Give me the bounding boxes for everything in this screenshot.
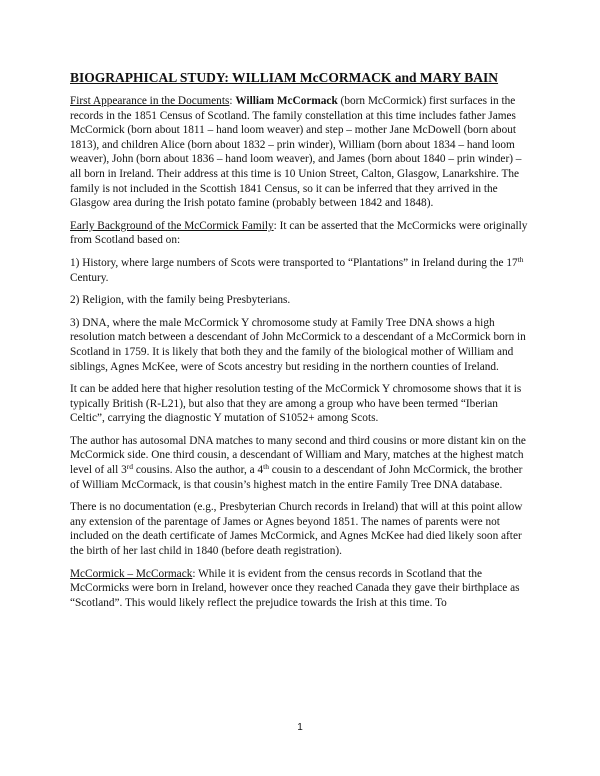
paragraph-y-chromosome: It can be added here that higher resolution testing of the McCormick Y chromosome shows that it is typically British (R-L21), but also that they are among a group who have been termed “Iberian Celtic”, carrying the diagnostic Y mutation of S1052+ among Scots. (70, 383, 522, 425)
paragraph-text: 1) History, where large numbers of Scots were transported to “Plantations” in Ireland during the 17 (70, 256, 518, 269)
paragraph-mccormick-mccormack (70, 567, 532, 611)
document-title: BIOGRAPHICAL STUDY: WILLIAM McCORMACK and MARY BAIN (70, 70, 499, 85)
paragraph-early-background (70, 219, 532, 248)
section-heading-first-appearance: First Appearance in the Documents (70, 95, 230, 107)
paragraph-text: (born McCormick) first surfaces in the records in the 1851 Census of Scotland. The family constellation at this time includes father James McCormick (born about 1811 – hand loom weaver) and step – mother Jane McDowell (born about 1813), and children Alice (born about 1832 – prin winder), William (born about 1834 – hand loom weaver), John (born about 1836 – hand loom weaver), and James (born about 1840 – prin winder) – all born in Ireland. Their address at this time is 10 Union Street, Calton, Glasgow, Lanarkshire. The family is not included in the Scottish 1841 Census, so it can be inferred that they arrived in the Glasgow area during the Irish potato famine (probably between 1842 and 1848). (70, 95, 522, 210)
superscript: th (517, 254, 524, 264)
paragraph-text: The author has autosomal DNA matches to many second and third cousins or more distant kin on the McCormick side. One third cousin, a descendant of William and Mary, matches at the highest match level of all 3 (70, 434, 526, 477)
page-content (70, 70, 532, 618)
paragraph-text: Century. (70, 271, 109, 284)
paragraph-text: cousin to a descendant of John McCormick, the brother of William McCormack, is that cousin’s highest match in the entire Family Tree DNA database. (70, 464, 523, 491)
subject-name: William McCormack (235, 95, 338, 107)
list-item-history (70, 256, 532, 285)
section-heading-early-background: Early Background of the McCormick Family (70, 219, 274, 232)
paragraph-text: cousins. Also the author, a 4 (133, 464, 264, 477)
list-item-religion: 2) Religion, with the family being Presbyterians. (70, 294, 291, 307)
paragraph-documentation: There is no documentation (e.g., Presbyterian Church records in Ireland) that will at this point allow any extension of the parentage of James or Agnes beyond 1851. The names of parents were not included on the death certificate of James McCormick, and Agnes McKee had died likely soon after the birth of her last child in 1840 (before death registration). (70, 501, 523, 558)
section-heading-mccormick-mccormack: McCormick – McCormack (70, 567, 193, 580)
page-number: 1 (297, 722, 303, 733)
paragraph-text: : While it is evident from the census records in Scotland that the McCormicks were born in Ireland, however once they reached Canada they gave their birthplace as “Scotland”. This would likely reflect the prejudice towards the Irish at this time. To (70, 567, 520, 609)
superscript: rd (126, 462, 134, 472)
paragraph-text: : It can be asserted that the McCormicks were originally from Scotland based on: (70, 219, 528, 247)
superscript: th (263, 462, 269, 472)
paragraph-autosomal-dna (70, 434, 532, 492)
paragraph-first-appearance (70, 94, 532, 211)
heading-separator: : (229, 95, 236, 107)
list-item-dna: 3) DNA, where the male McCormick Y chromosome study at Family Tree DNA shows a high resolution match between a descendant of John McCormick to a descendant of a McCormick born in Scotland in 1759. It is likely that both they and the family of the biological mother of William and siblings, Agnes McKee, were of Scots ancestry but residing in the northern counties of Ireland. (70, 316, 526, 373)
